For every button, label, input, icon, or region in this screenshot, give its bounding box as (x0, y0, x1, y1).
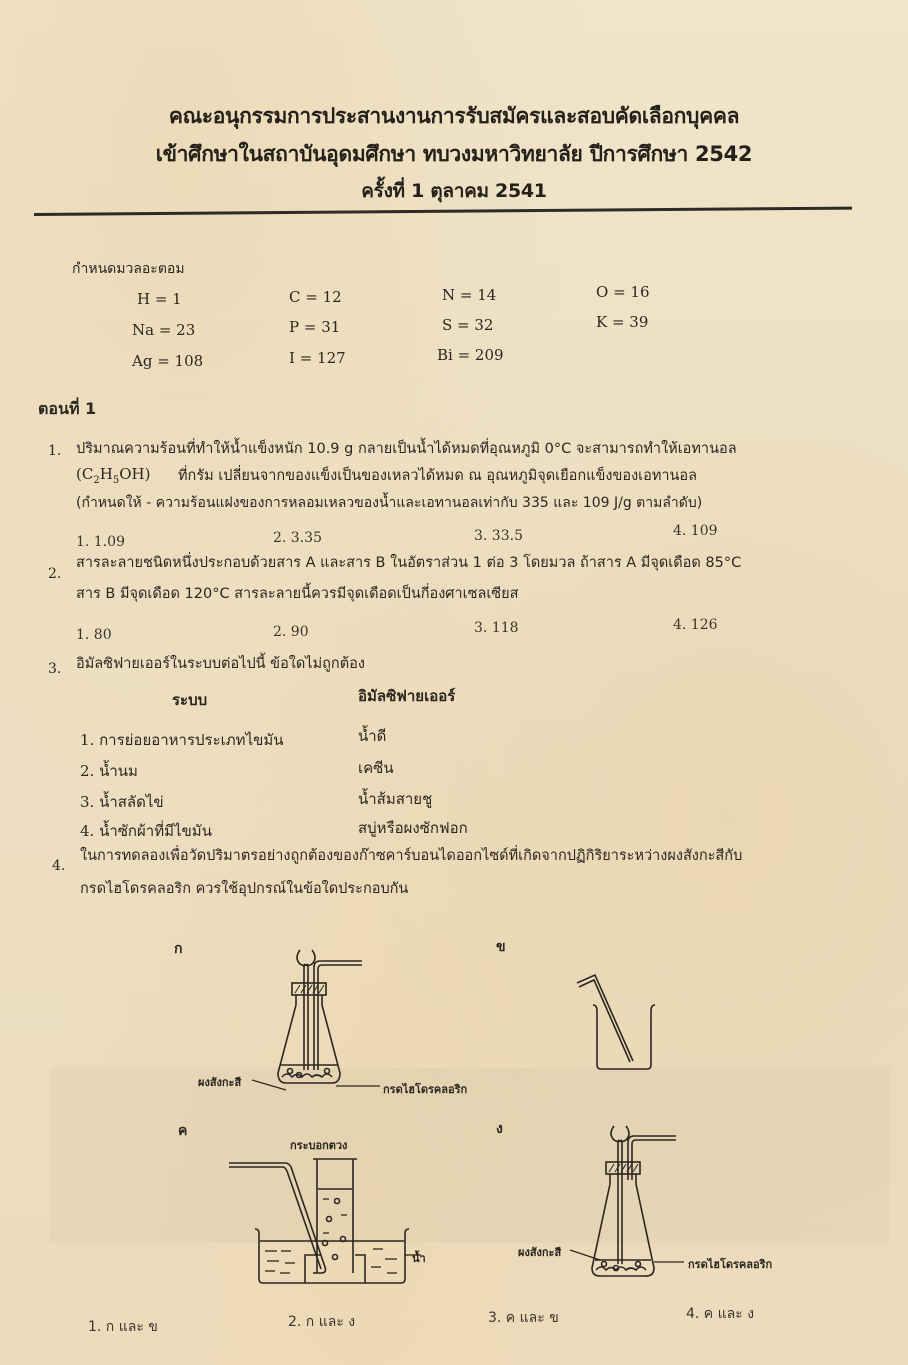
scan-shade-band (50, 1068, 890, 1243)
q2-option-4[interactable]: 4. 126 (673, 617, 718, 633)
mass-k: K = 39 (596, 313, 649, 331)
figure-d-leader-lines (568, 1244, 688, 1274)
q3-header-system: ระบบ (172, 691, 208, 709)
q2-option-3[interactable]: 3. 118 (474, 620, 519, 636)
q2-line-1: สารละลายชนิดหนึ่งประกอบด้วยสาร A และสาร B ในอัตราส่วน 1 ต่อ 3 โดยมวล ถ้าสาร A มีจุดเดือด 85°C (76, 555, 742, 571)
figure-c-cylinder-label: กระบอกตวง (290, 1139, 348, 1152)
formula-oh: OH (119, 465, 145, 483)
mass-bi: Bi = 209 (437, 346, 504, 364)
q1-number: 1. (48, 443, 62, 459)
mass-i: I = 127 (289, 349, 346, 367)
q3-line-1: อิมัลซิฟายเออร์ในระบบต่อไปนี้ ข้อใดไม่ถูกต้อง (76, 656, 365, 672)
figure-d-zinc-label: ผงสังกะสี (518, 1246, 562, 1259)
header-divider (34, 207, 852, 216)
q2-number: 2. (48, 566, 62, 582)
mass-o: O = 16 (596, 283, 650, 301)
mass-p: P = 31 (289, 318, 341, 336)
q1-option-1[interactable]: 1. 1.09 (76, 534, 125, 550)
q4-option-1[interactable]: 1. ก และ ข (88, 1319, 158, 1335)
figure-a-leader-lines (250, 1070, 390, 1100)
figure-d-acid-label: กรดไฮโดรคลอริก (688, 1258, 773, 1271)
mass-h: H = 1 (137, 290, 182, 308)
q3-row-2-emulsifier: เคซีน (358, 759, 394, 777)
q3-row-3-system[interactable]: 3. น้ำสลัดไข่ (80, 793, 164, 811)
figure-b-label: ข (496, 939, 506, 955)
q1-formula: $(C_2H_5OH)$ (76, 465, 151, 486)
q4-option-2[interactable]: 2. ก และ ง (288, 1314, 356, 1330)
figure-a-acid-label: กรดไฮโดรคลอริก (383, 1083, 468, 1096)
q3-row-4-emulsifier: สบู่หรือผงซักฟอก (358, 819, 468, 837)
mass-na: Na = 23 (132, 321, 196, 339)
q3-row-1-emulsifier: น้ำดี (358, 727, 387, 745)
formula-h: H (99, 465, 113, 483)
q1-line-2: ที่กรัม เปลี่ยนจากของแข็งเป็นของเหลวได้หมด ณ อุณหภูมิจุดเยือกแข็งของเอทานอล (178, 468, 698, 484)
header-line-2: เข้าศึกษาในสถาบันอุดมศึกษา ทบวงมหาวิทยาลัย ปีการศึกษา 2542 (155, 142, 753, 166)
atomic-mass-label: กำหนดมวลอะตอม (72, 261, 185, 277)
mass-ag: Ag = 108 (132, 352, 204, 370)
section-title: ตอนที่ 1 (38, 399, 97, 418)
figure-d-label: ง (496, 1121, 503, 1137)
figure-c-water-label: น้ำ (412, 1252, 426, 1265)
q4-number: 4. (52, 858, 66, 874)
figure-a-zinc-label: ผงสังกะสี (198, 1076, 242, 1089)
q1-option-3[interactable]: 3. 33.5 (474, 528, 523, 544)
q1-option-2[interactable]: 2. 3.35 (273, 530, 322, 546)
figure-a-flask-diagram (270, 945, 390, 1085)
q3-header-emulsifier: อิมัลซิฟายเออร์ (358, 687, 456, 705)
q3-row-2-system[interactable]: 2. น้ำนม (80, 762, 138, 780)
q3-row-3-emulsifier: น้ำส้มสายชู (358, 790, 433, 808)
q4-option-3[interactable]: 3. ค และ ข (488, 1310, 559, 1326)
figure-c-gas-collection-diagram (225, 1155, 425, 1285)
mass-n: N = 14 (442, 286, 497, 304)
q3-row-4-system[interactable]: 4. น้ำซักผ้าที่มีไขมัน (80, 822, 212, 840)
formula-c-sub: 2 (93, 475, 100, 486)
mass-c: C = 12 (289, 288, 342, 306)
q1-line-3: (กำหนดให้ - ความร้อนแฝงของการหลอมเหลวของน้ำและเอทานอลเท่ากับ 335 และ 109 J/g ตามลำดับ) (76, 495, 703, 511)
mass-s: S = 32 (442, 316, 494, 334)
formula-c: C (81, 465, 94, 483)
q2-option-1[interactable]: 1. 80 (76, 627, 112, 643)
q1-line-1: ปริมาณความร้อนที่ทำให้น้ำแข็งหนัก 10.9 g กลายเป็นน้ำได้หมดที่อุณหภูมิ 0°C จะสามารถทำให้เอทานอล (76, 441, 737, 457)
header-line-3: ครั้งที่ 1 ตุลาคม 2541 (361, 180, 547, 202)
q1-option-4[interactable]: 4. 109 (673, 523, 718, 539)
formula-h-sub: 5 (112, 475, 120, 486)
q4-line-1: ในการทดลองเพื่อวัดปริมาตรอย่างถูกต้องของก๊าซคาร์บอนไดออกไซด์ที่เกิดจากปฏิกิริยาระหว่างผงสังกะสีกับ (80, 848, 743, 864)
q2-line-2: สาร B มีจุดเดือด 120°C สารละลายนี้ควรมีจุดเดือดเป็นกี่องศาเซลเซียส (76, 586, 519, 602)
figure-b-beaker-diagram (575, 965, 655, 1075)
q4-option-4[interactable]: 4. ค และ ง (686, 1306, 755, 1322)
q4-line-2: กรดไฮโดรคลอริก ควรใช้อุปกรณ์ในข้อใดประกอบกัน (80, 881, 409, 897)
q3-row-1-system[interactable]: 1. การย่อยอาหารประเภทไขมัน (80, 731, 284, 749)
figure-a-label: ก (174, 941, 183, 957)
q2-option-2[interactable]: 2. 90 (273, 624, 309, 640)
header-line-1: คณะอนุกรรมการประสานงานการรับสมัครและสอบคัดเลือกบุคคล (168, 104, 740, 128)
figure-c-label: ค (178, 1123, 188, 1139)
q3-number: 3. (48, 661, 62, 677)
